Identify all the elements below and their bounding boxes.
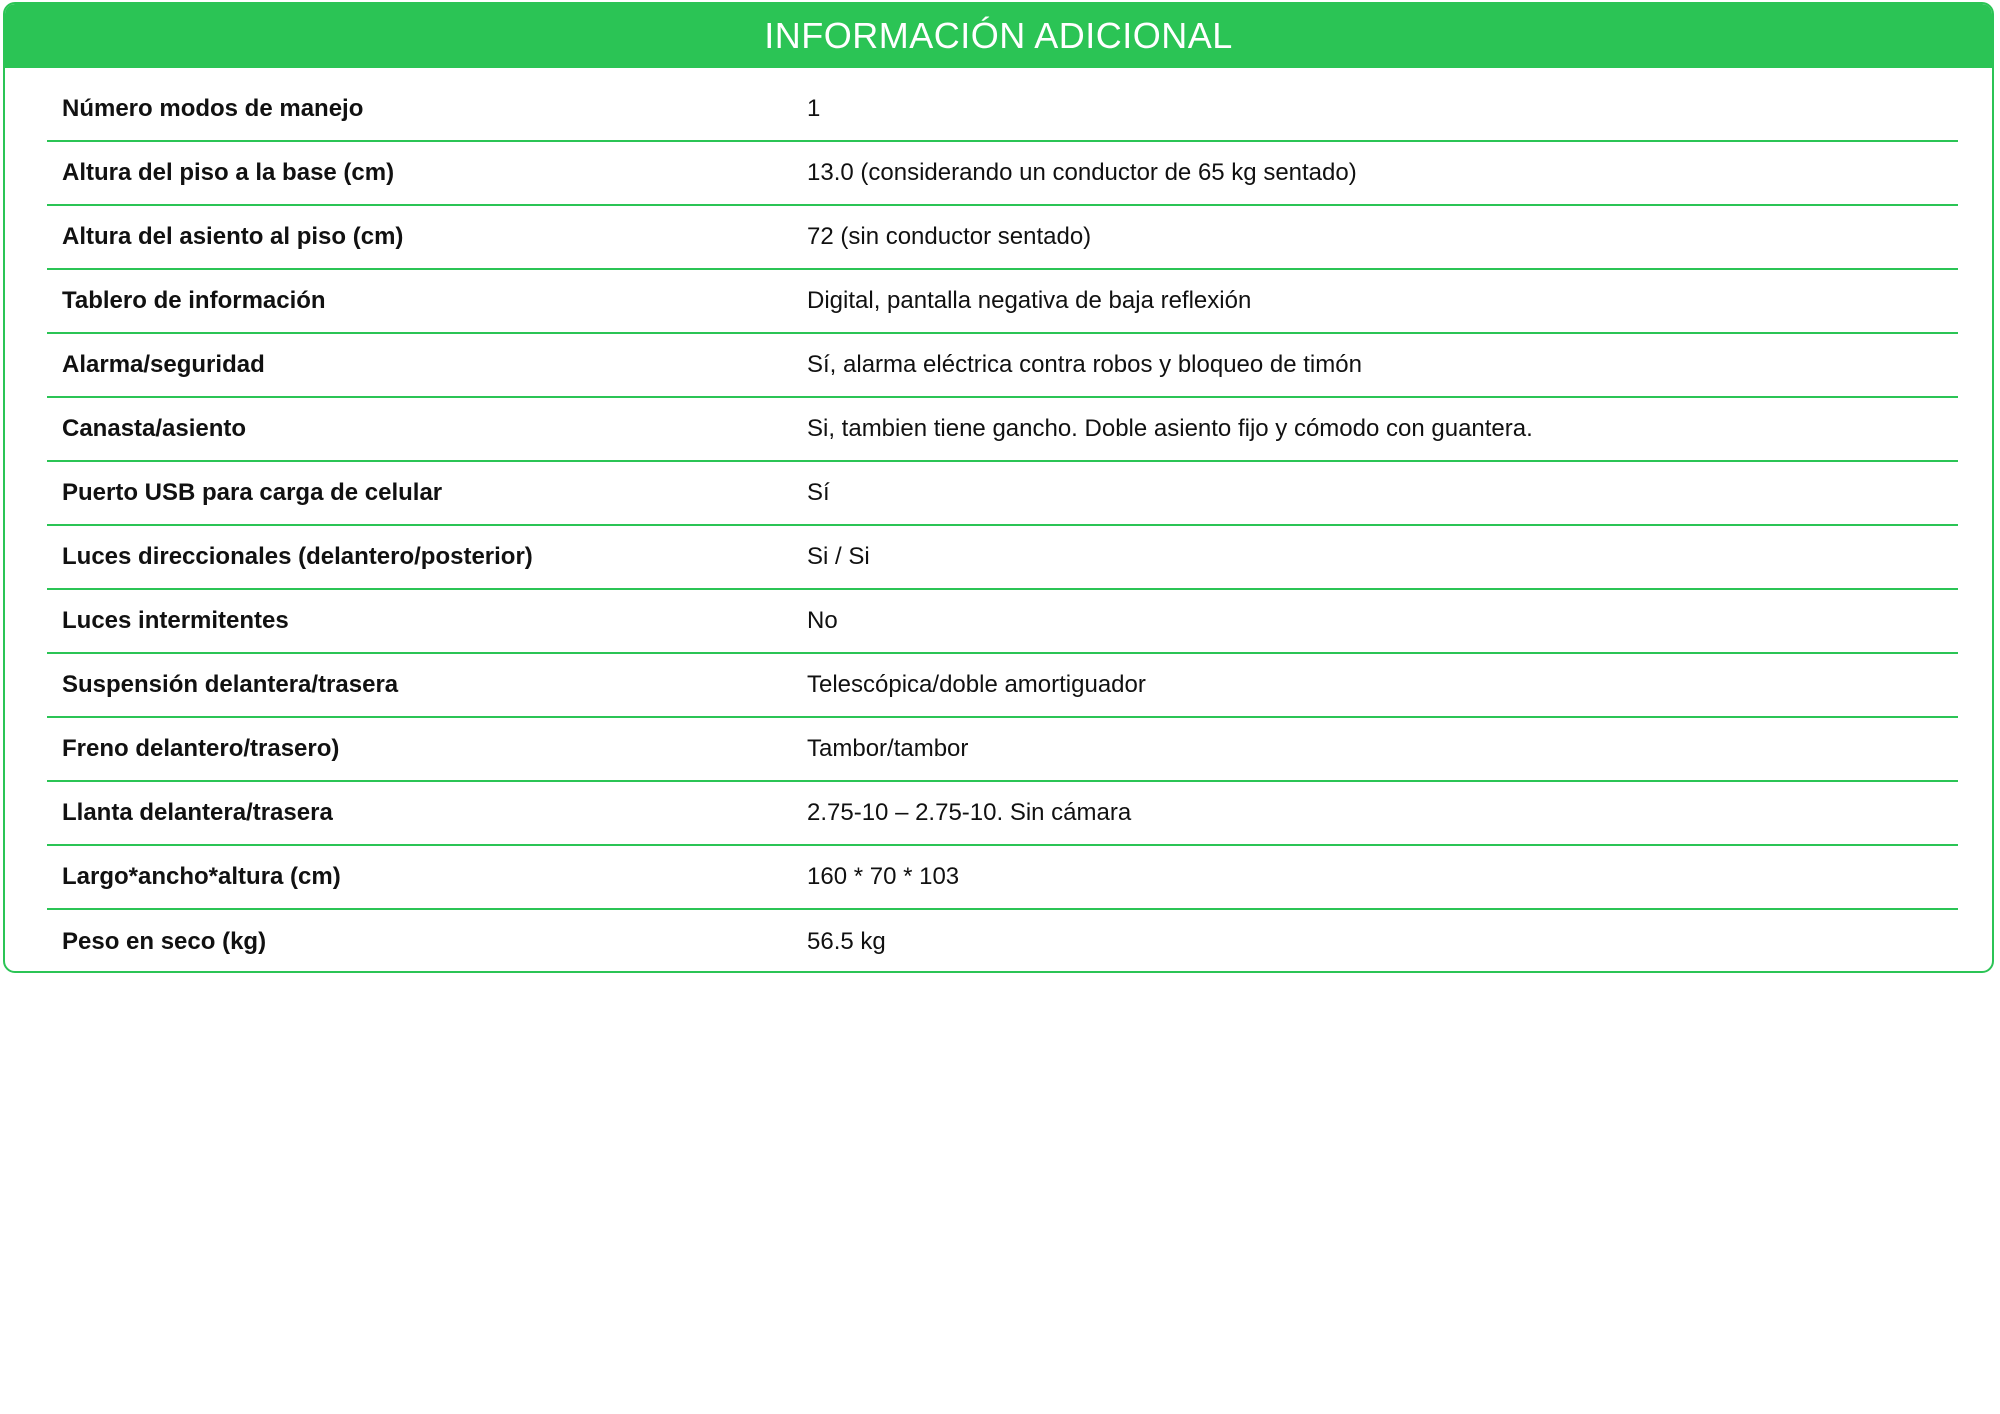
spec-value: 160 * 70 * 103 [807, 863, 960, 890]
spec-label: Largo*ancho*altura (cm) [62, 863, 341, 890]
spec-value: 13.0 (considerando un conductor de 65 kg sentado) [807, 159, 1357, 186]
spec-value: No [807, 607, 838, 634]
card-title: INFORMACIÓN ADICIONAL [764, 15, 1233, 56]
spec-label: Peso en seco (kg) [62, 927, 267, 955]
table-row [47, 845, 1958, 909]
spec-label: Alarma/seguridad [62, 351, 265, 378]
table-row [47, 333, 1958, 397]
spec-label: Tablero de información [62, 287, 326, 314]
spec-label: Altura del asiento al piso (cm) [62, 223, 404, 250]
spec-value: 72 (sin conductor sentado) [807, 223, 1092, 250]
card-header [5, 4, 1992, 68]
spec-label: Altura del piso a la base (cm) [62, 159, 395, 186]
spec-value: Sí, alarma eléctrica contra robos y bloqueo de timón [807, 351, 1362, 378]
spec-table [47, 77, 1958, 973]
table-row [47, 461, 1958, 525]
table-row [47, 77, 1958, 141]
spec-value: Sí [807, 479, 830, 506]
spec-label: Luces direccionales (delantero/posterior) [62, 543, 533, 570]
spec-value: 56.5 kg [807, 927, 886, 955]
spec-label: Llanta delantera/trasera [62, 799, 333, 826]
spec-label: Suspensión delantera/trasera [62, 671, 399, 698]
table-row [47, 589, 1958, 653]
spec-label: Freno delantero/trasero) [62, 735, 340, 762]
additional-info-card [3, 2, 1994, 973]
spec-value: Tambor/tambor [807, 735, 969, 762]
table-row [47, 141, 1958, 205]
spec-label: Número modos de manejo [62, 94, 364, 122]
spec-value: Digital, pantalla negativa de baja reflexión [807, 287, 1252, 314]
table-row [47, 397, 1958, 461]
table-row [47, 653, 1958, 717]
spec-label: Canasta/asiento [62, 415, 247, 442]
table-row [47, 525, 1958, 589]
spec-value: Telescópica/doble amortiguador [807, 671, 1146, 698]
spec-label: Luces intermitentes [62, 607, 289, 634]
table-row [47, 205, 1958, 269]
table-row [47, 781, 1958, 845]
spec-label: Puerto USB para carga de celular [62, 479, 443, 506]
table-row [47, 269, 1958, 333]
spec-value: Si, tambien tiene gancho. Doble asiento fijo y cómodo con guantera. [807, 415, 1533, 442]
table-row [47, 909, 1958, 973]
spec-value: 1 [807, 94, 821, 122]
table-row [47, 717, 1958, 781]
spec-value: 2.75-10 – 2.75-10. Sin cámara [807, 799, 1132, 826]
spec-value: Si / Si [807, 543, 870, 570]
